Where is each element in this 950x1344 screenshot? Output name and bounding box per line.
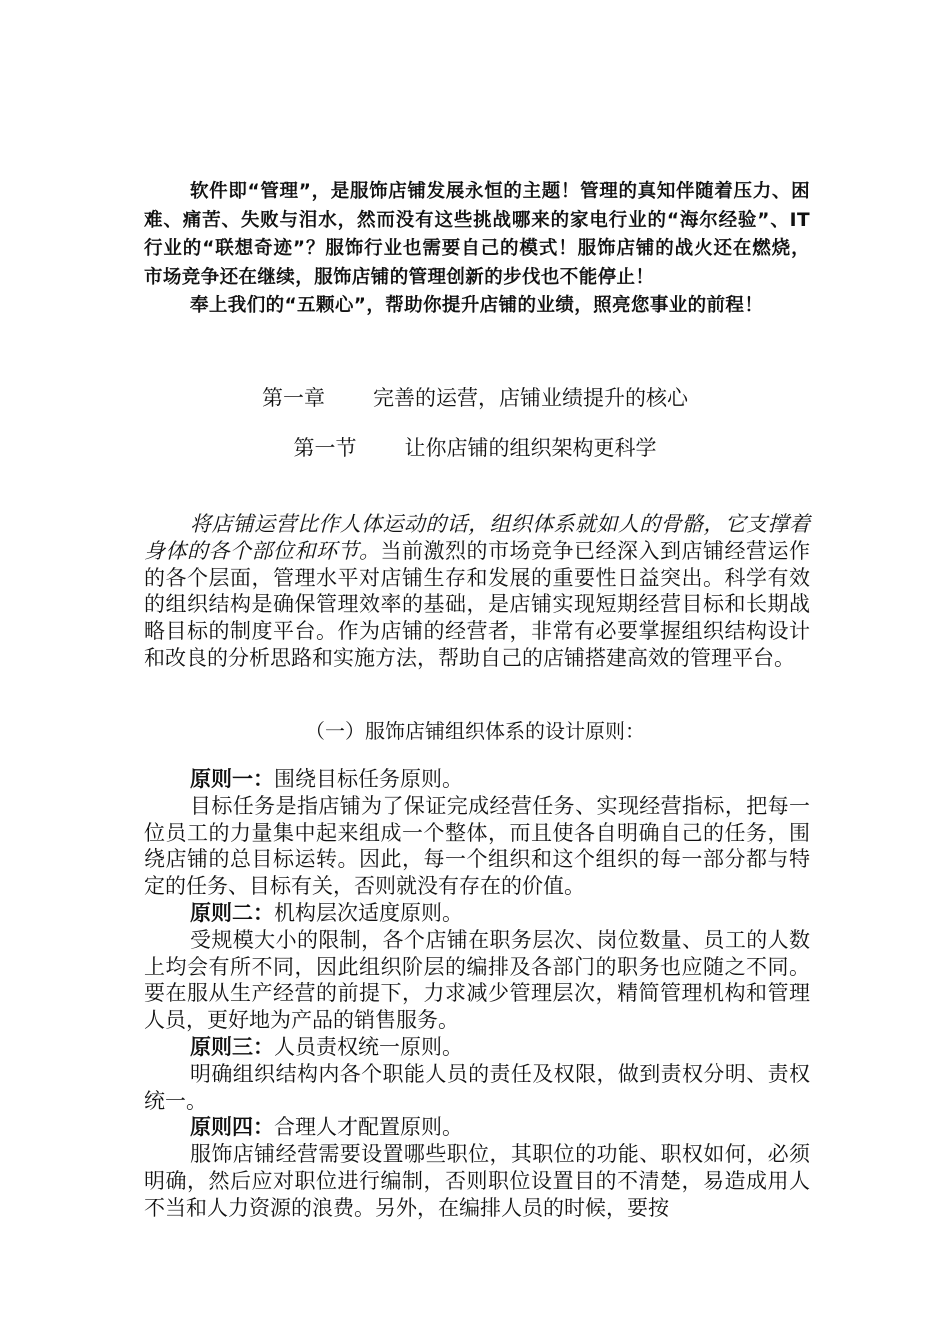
lead-text: 当前激烈的市场竞争已经深入到店铺经营运作的各个层面，管理水平对店铺生存和发展的重要性日益突出。科学有效的组织结构是确保管理效率的基础，是店铺实现短期经营目标和长期战略目标的制度平台。作为店铺的经营者，非常有必要掌握组织结构设计和改良的分析思路和实施方法，帮助自己的店铺搭建高效的管理平台。: [144, 538, 810, 670]
subsection-heading: （一）服饰店铺组织体系的设计原则：: [305, 719, 645, 743]
chapter-title: 完善的运营，店铺业绩提升的核心: [373, 386, 688, 410]
principle-text: 服饰店铺经营需要设置哪些职位，其职位的功能、职权如何，必须明确，然后应对职位进行编制，否则职位设置目的不清楚，易造成用人不当和人力资源的浪费。另外，在编排人员的时候，要按: [144, 1142, 810, 1220]
section-heading: [0, 432, 950, 462]
lead-paragraph-block: [144, 511, 810, 672]
section-label: 第一节: [293, 436, 357, 460]
intro-block: [144, 178, 810, 321]
intro-paragraph: 软件即“管理”，是服饰店铺发展永恒的主题！管理的真知伴随着压力、困难、痛苦、失败与泪水，然而没有这些挑战哪来的家电行业的“海尔经验”、IT 行业的“联想奇迹”？服饰行业也需要自己的模式！服饰店铺的战火还在燃烧，市场竞争还在继续，服饰店铺的管理创新的步伐也不能停止！: [144, 181, 810, 288]
section-title: 让你店铺的组织架构更科学: [404, 436, 657, 460]
principle-text: 受规模大小的限制，各个店铺在职务层次、岗位数量、员工的人数上均会有所不同，因此组织阶层的编排及各部门的职务也应随之不同。要在服从生产经营的前提下，力求减少管理层次，精简管理机构和管理人员，更好地为产品的销售服务。: [144, 927, 810, 1033]
principle-text: 目标任务是指店铺为了保证完成经营任务、实现经营指标，把每一位员工的力量集中起来组成一个整体，而且使各自明确自己的任务，围绕店铺的总目标运转。因此，每一个组织和这个组织的每一部分都与特定的任务、目标有关，否则就没有存在的价值。: [144, 793, 810, 899]
lead-italic: 将店铺运营比作人体运动的话，组织体系就如人的骨骼，它支撑着身体的各个部位和环节。: [144, 512, 810, 563]
intro-paragraph: 奉上我们的“五颗心”，帮助你提升店铺的业绩，照亮您事业的前程！: [190, 295, 764, 316]
principles-block: [144, 766, 810, 1222]
principle-heading: 原则一：围绕目标任务原则。: [190, 766, 463, 791]
lead-paragraph: [144, 511, 810, 672]
chapter-heading: [0, 382, 950, 412]
chapter-label: 第一章: [262, 386, 325, 410]
principle-heading: 原则三：人员责权统一原则。: [190, 1033, 463, 1059]
principle-heading: 原则四：合理人才配置原则。: [190, 1114, 463, 1140]
principle-text: 明确组织结构内各个职能人员的责任及权限，做到责权分明、责权统一。: [144, 1061, 810, 1113]
principle-heading: 原则二：机构层次适度原则。: [190, 899, 463, 925]
